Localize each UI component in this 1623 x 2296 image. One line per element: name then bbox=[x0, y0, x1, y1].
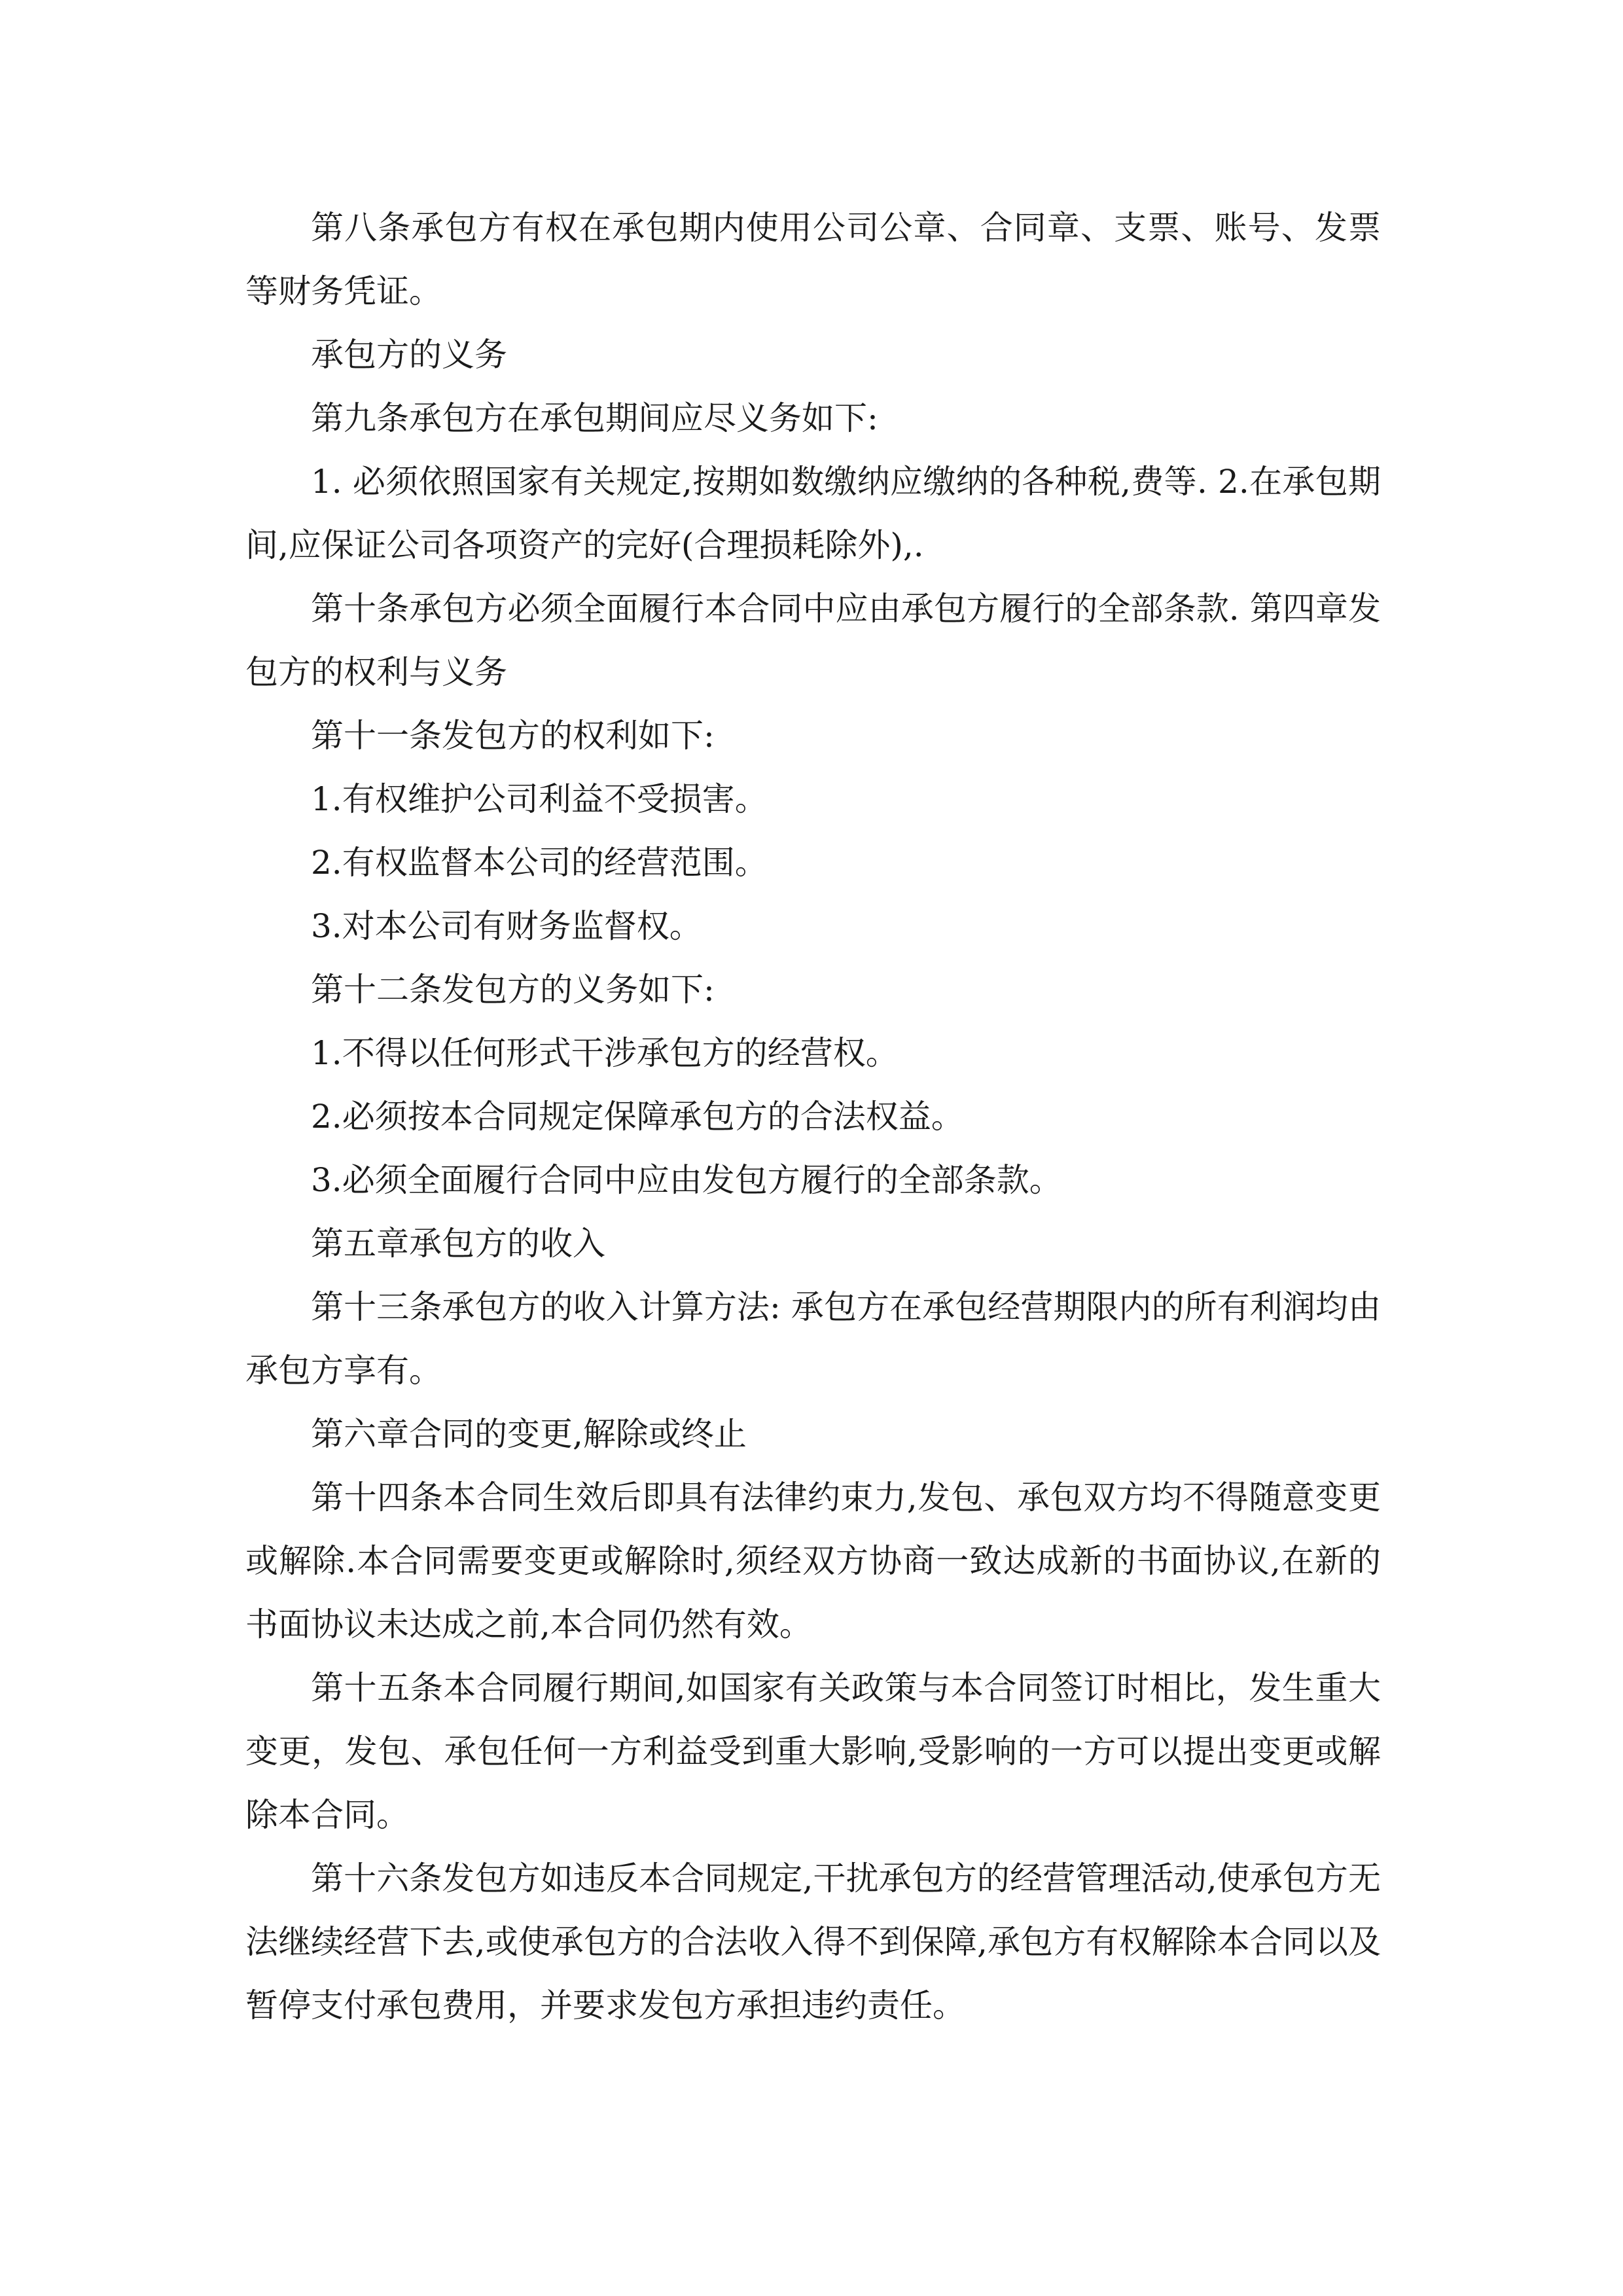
paragraph-article-12-item-1: 1.不得以任何形式干涉承包方的经营权。 bbox=[311, 1034, 899, 1072]
paragraph-article-10: 第十条承包方必须全面履行本合同中应由承包方履行的全部条款. 第四章发包方的权利与义务 bbox=[245, 590, 1381, 691]
paragraph-article-12: 第十二条发包方的义务如下: bbox=[311, 971, 715, 1009]
paragraph-article-11-item-1: 1.有权维护公司利益不受损害。 bbox=[311, 780, 768, 818]
paragraph-chapter-5-heading: 第五章承包方的收入 bbox=[311, 1225, 605, 1263]
paragraph-chapter-6-heading: 第六章合同的变更,解除或终止 bbox=[311, 1415, 747, 1453]
paragraph-article-13: 第十三条承包方的收入计算方法: 承包方在承包经营期限内的所有利润均由承包方享有。 bbox=[245, 1288, 1381, 1390]
paragraph-article-16: 第十六条发包方如违反本合同规定,干扰承包方的经营管理活动,使承包方无法继续经营下去,或使承包方的合法收入得不到保障,承包方有权解除本合同以及暂停支付承包费用，并要求发包方承担违约责任。 bbox=[245, 1859, 1381, 2024]
paragraph-article-14: 第十四条本合同生效后即具有法律约束力,发包、承包双方均不得随意变更或解除.本合同需要变更或解除时,须经双方协商一致达成新的书面协议,在新的书面协议未达成之前,本合同仍然有效。 bbox=[245, 1479, 1381, 1643]
paragraph-article-9-items: 1. 必须依照国家有关规定,按期如数缴纳应缴纳的各种税,费等. 2.在承包期间,应保证公司各项资产的完好(合理损耗除外),. bbox=[245, 463, 1381, 564]
paragraph-article-11-item-2: 2.有权监督本公司的经营范围。 bbox=[311, 844, 768, 882]
paragraph-contractor-obligations-heading: 承包方的义务 bbox=[311, 336, 507, 374]
paragraph-article-9: 第九条承包方在承包期间应尽义务如下: bbox=[311, 399, 878, 437]
paragraph-article-12-item-2: 2.必须按本合同规定保障承包方的合法权益。 bbox=[311, 1098, 964, 1136]
paragraph-article-11: 第十一条发包方的权利如下: bbox=[311, 717, 715, 755]
paragraph-article-15: 第十五条本合同履行期间,如国家有关政策与本合同签订时相比，发生重大变更，发包、承包任何一方利益受到重大影响,受影响的一方可以提出变更或解除本合同。 bbox=[245, 1669, 1381, 1834]
paragraph-article-11-item-3: 3.对本公司有财务监督权。 bbox=[311, 907, 702, 945]
paragraph-article-12-item-3: 3.必须全面履行合同中应由发包方履行的全部条款。 bbox=[311, 1161, 1062, 1199]
paragraph-article-8: 第八条承包方有权在承包期内使用公司公章、合同章、支票、账号、发票等财务凭证。 bbox=[245, 209, 1381, 310]
document-body bbox=[245, 196, 1381, 2037]
